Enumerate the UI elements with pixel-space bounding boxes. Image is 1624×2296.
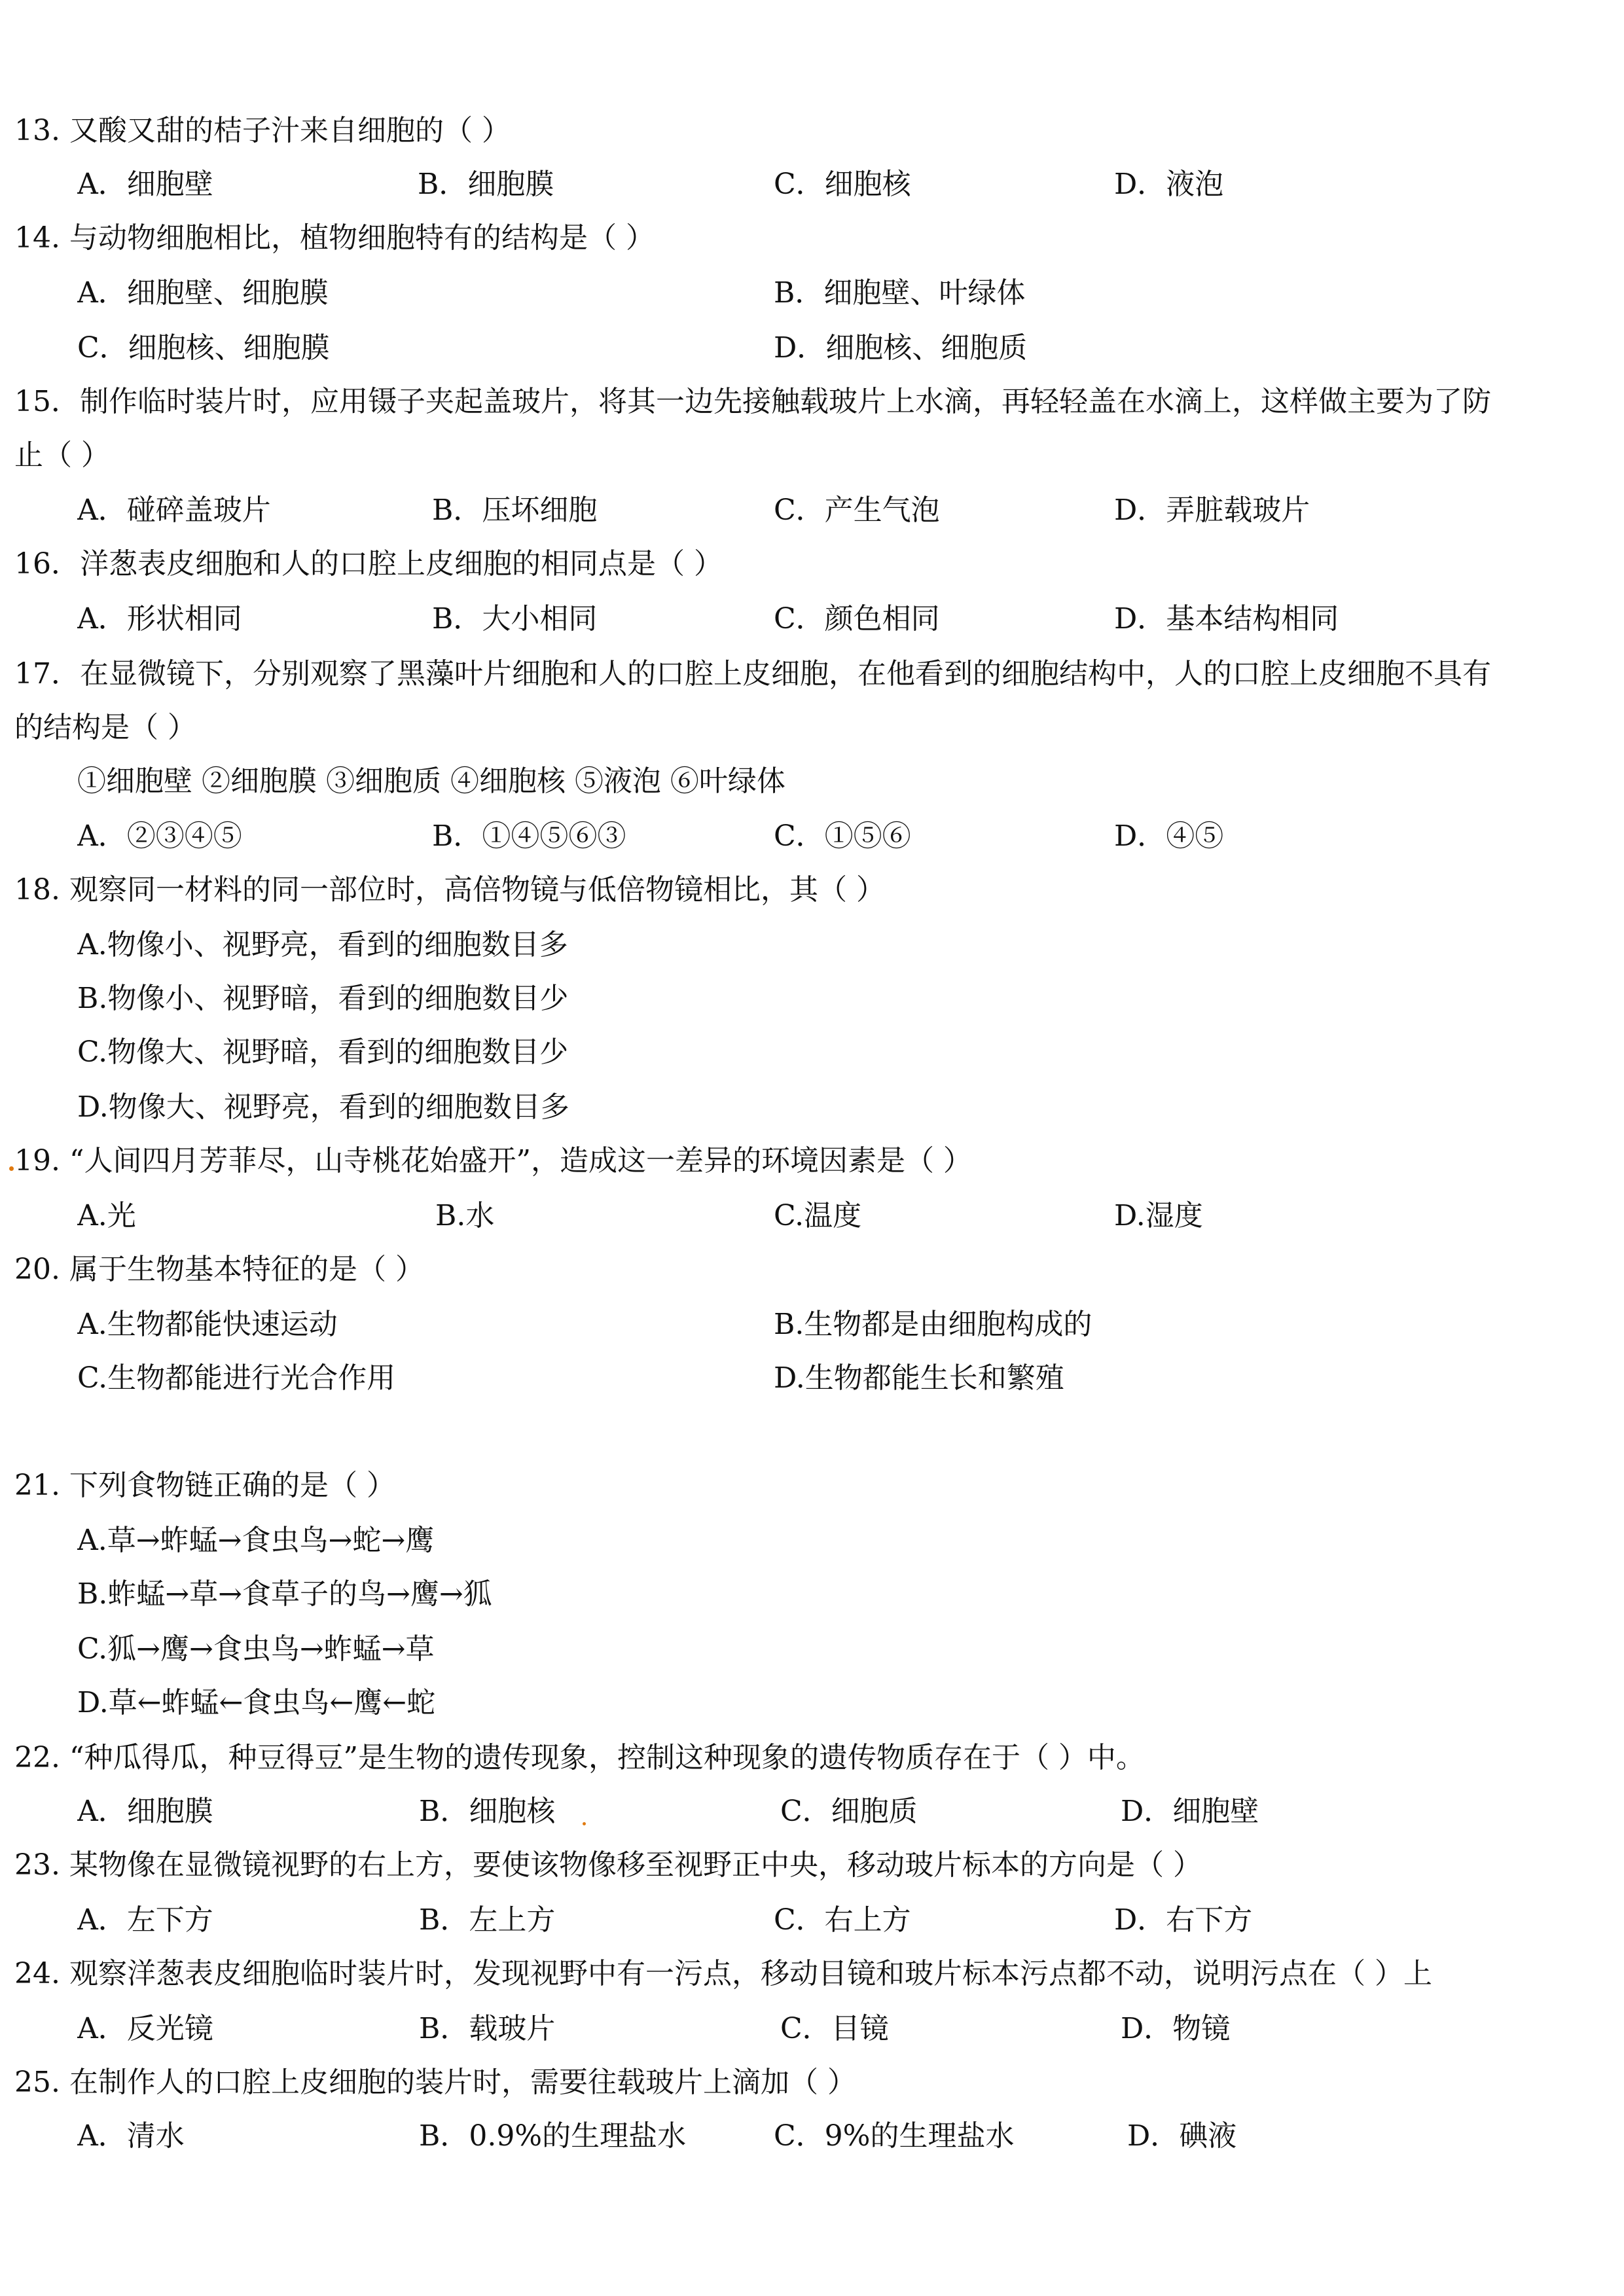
question-14-option-d: D．细胞核、细胞质 <box>774 331 1028 365</box>
question-14-option-c: C．细胞核、细胞膜 <box>77 331 330 365</box>
question-24-option-c: C．目镜 <box>780 2012 889 2045</box>
question-23-option-c: C．右上方 <box>774 1903 911 1937</box>
question-17-stem-line2: 的结构是（ ） <box>14 711 196 744</box>
question-15-option-a: A．碰碎盖玻片 <box>77 493 271 527</box>
question-14-option-a: A．细胞壁、细胞膜 <box>77 276 329 310</box>
question-23-option-d: D．右下方 <box>1114 1903 1253 1937</box>
question-17-stem-line1: 17．在显微镜下，分别观察了黑藻叶片细胞和人的口腔上皮细胞，在他看到的细胞结构中，人的口腔上皮细胞不具有 <box>14 657 1491 691</box>
margin-dot-mark <box>9 1166 14 1171</box>
question-18-option-b: B.物像小、视野暗，看到的细胞数目少 <box>77 982 569 1015</box>
question-15-stem-line1: 15．制作临时装片时，应用镊子夹起盖玻片，将其一边先接触载玻片上水滴，再轻轻盖在水滴上，这样做主要为了防 <box>14 385 1491 418</box>
question-25-stem: 25. 在制作人的口腔上皮细胞的装片时，需要往载玻片上滴加（ ） <box>14 2066 856 2099</box>
question-22-option-a: A．细胞膜 <box>77 1795 213 1828</box>
question-25-option-b: B．0.9%的生理盐水 <box>419 2119 687 2153</box>
question-16-option-c: C．颜色相同 <box>774 602 940 636</box>
question-19-stem: 19. “人间四月芳菲尽，山寺桃花始盛开”，造成这一差异的环境因素是（ ） <box>14 1144 972 1177</box>
question-22-stem: 22. “种瓜得瓜，种豆得豆”是生物的遗传现象，控制这种现象的遗传物质存在于（ ）中。 <box>14 1741 1145 1774</box>
question-17-structure-list: ①细胞壁 ②细胞膜 ③细胞质 ④细胞核 ⑤液泡 ⑥叶绿体 <box>77 764 785 798</box>
question-21-stem: 21. 下列食物链正确的是（ ） <box>14 1469 395 1502</box>
question-22-option-c: C．细胞质 <box>780 1795 918 1828</box>
question-16-option-b: B．大小相同 <box>432 602 598 636</box>
question-25-option-a: A．清水 <box>77 2119 185 2153</box>
question-23-option-b: B．左上方 <box>419 1903 556 1937</box>
question-13-option-a: A．细胞壁 <box>77 168 213 201</box>
question-13-option-b: B．细胞膜 <box>418 168 554 201</box>
question-13-option-c: C．细胞核 <box>774 168 911 201</box>
question-25-option-c: C．9%的生理盐水 <box>774 2119 1015 2153</box>
question-19-option-d: D.湿度 <box>1114 1199 1203 1232</box>
stray-dot-mark <box>583 1822 586 1825</box>
question-21-option-d: D.草←蚱蜢←食虫鸟←鹰←蛇 <box>77 1686 436 1719</box>
question-15-option-b: B．压坏细胞 <box>432 493 598 527</box>
question-15-option-c: C．产生气泡 <box>774 493 940 527</box>
question-19-option-b: B.水 <box>435 1199 495 1232</box>
question-16-option-a: A．形状相同 <box>77 602 242 636</box>
question-23-option-a: A．左下方 <box>77 1903 213 1937</box>
question-13-option-d: D．液泡 <box>1114 168 1224 201</box>
question-24-stem: 24. 观察洋葱表皮细胞临时装片时，发现视野中有一污点，移动目镜和玻片标本污点都不动，说明污点在（ ）上 <box>14 1957 1432 1990</box>
question-17-option-a: A．②③④⑤ <box>77 819 242 853</box>
question-15-option-d: D．弄脏载玻片 <box>1114 493 1310 527</box>
question-16-option-d: D．基本结构相同 <box>1114 602 1339 636</box>
question-22-option-d: D．细胞壁 <box>1121 1795 1259 1828</box>
question-23-stem: 23. 某物像在显微镜视野的右上方，要使该物像移至视野正中央，移动玻片标本的方向是（ ） <box>14 1848 1202 1882</box>
question-21-option-b: B.蚱蜢→草→食草子的鸟→鹰→狐 <box>77 1577 492 1611</box>
question-19-option-a: A.光 <box>77 1199 136 1232</box>
question-20-option-a: A.生物都能快速运动 <box>77 1308 338 1341</box>
question-22-option-b: B．细胞核 <box>419 1795 556 1828</box>
question-21-option-c: C.狐→鹰→食虫鸟→蚱蜢→草 <box>77 1632 435 1666</box>
question-24-option-b: B．载玻片 <box>419 2012 556 2045</box>
question-21-option-a: A.草→蚱蜢→食虫鸟→蛇→鹰 <box>77 1524 435 1557</box>
question-17-option-c: C．①⑤⑥ <box>774 819 911 853</box>
question-15-stem-line2: 止（ ） <box>14 439 110 472</box>
question-20-option-b: B.生物都是由细胞构成的 <box>774 1308 1092 1341</box>
question-24-option-a: A．反光镜 <box>77 2012 213 2045</box>
question-18-option-a: A.物像小、视野亮，看到的细胞数目多 <box>77 928 568 961</box>
question-16-stem: 16．洋葱表皮细胞和人的口腔上皮细胞的相同点是（ ） <box>14 547 723 581</box>
question-17-option-d: D．④⑤ <box>1114 819 1224 853</box>
question-20-stem: 20. 属于生物基本特征的是（ ） <box>14 1253 424 1286</box>
question-14-stem: 14. 与动物细胞相比，植物细胞特有的结构是（ ） <box>14 221 655 255</box>
question-14-option-b: B．细胞壁、叶绿体 <box>774 276 1026 310</box>
question-13-stem: 13. 又酸又甜的桔子汁来自细胞的（ ） <box>14 114 511 147</box>
question-25-option-d: D．碘液 <box>1127 2119 1237 2153</box>
question-20-option-c: C.生物都能进行光合作用 <box>77 1361 396 1395</box>
question-18-option-c: C.物像大、视野暗，看到的细胞数目少 <box>77 1035 569 1069</box>
question-17-option-b: B．①④⑤⑥③ <box>432 819 626 853</box>
question-18-stem: 18. 观察同一材料的同一部位时，高倍物镜与低倍物镜相比，其（ ） <box>14 873 885 906</box>
question-24-option-d: D．物镜 <box>1121 2012 1231 2045</box>
question-19-option-c: C.温度 <box>774 1199 862 1232</box>
question-20-option-d: D.生物都能生长和繁殖 <box>774 1361 1064 1395</box>
question-18-option-d: D.物像大、视野亮，看到的细胞数目多 <box>77 1090 569 1124</box>
